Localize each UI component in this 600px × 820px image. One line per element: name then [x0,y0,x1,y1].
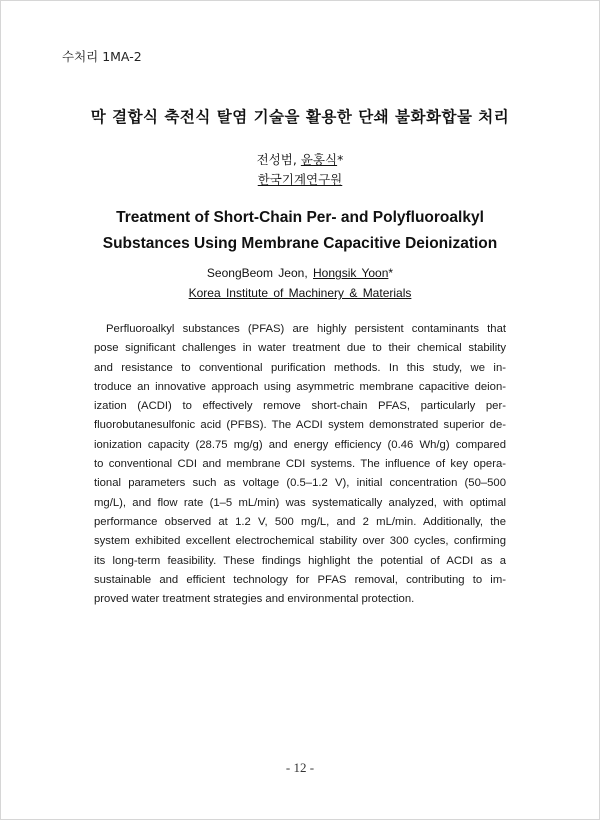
korean-affiliation [0,170,600,188]
english-author-2: Hongsik Yoon [313,266,389,280]
abstract-line: to conventional CDI and membrane CDI systems. The influence of key opera- [94,458,506,471]
english-affiliation [0,286,600,300]
abstract-line: troduce an innovative approach using asymmetric membrane capacitive deion- [94,380,506,393]
english-title-line-2: Substances Using Membrane Capacitive Deionization [102,235,498,252]
english-authors [0,266,600,280]
korean-author-1: 전성범, [256,152,301,167]
english-title-line-1: Treatment of Short-Chain Per- and Polyfluoroalkyl [116,209,484,226]
abstract-line: and resistance to conventional purification methods. In this study, we in- [94,361,506,374]
korean-title: 막 결합식 축전식 탈염 기술을 활용한 단쇄 불화화합물 처리 [90,108,510,126]
abstract-line: ization (ACDI) to effectively remove short-chain PFAS, particularly per- [94,400,506,413]
abstract-line: pose significant challenges in water treatment due to their chemical stability [94,342,506,355]
english-affiliation-text: Korea Institute of Machinery & Materials [188,286,412,300]
abstract-line: performance observed at 1.2 V, 500 mg/L, and 2 mL/min. Additionally, the [94,515,506,528]
abstract-line: ionization capacity (28.75 mg/g) and energy efficiency (0.46 Wh/g) compared [94,438,506,451]
abstract-line: its long-term feasibility. These findings highlight the potential of ACDI as a [94,554,506,567]
korean-author-2: 윤홍식 [300,152,338,167]
korean-affiliation-text: 한국기계연구원 [257,172,343,187]
abstract-line: fluorobutanesulfonic acid (PFBS). The ACDI system demonstrated superior de- [94,419,506,432]
english-title [0,205,600,257]
english-author-1: SeongBeom Jeon, [206,266,313,280]
session-code: 수처리 1MA-2 [62,49,142,64]
abstract-line: sustainable and efficient technology for PFAS removal, contributing to im- [94,573,506,586]
abstract-line: proved water treatment strategies and environmental protection. [94,593,415,606]
abstract-line: system exhibited excellent electrochemical stability over 300 cycles, confirming [94,535,506,548]
korean-corresponding-mark: * [337,152,344,167]
abstract-line: Perfluoroalkyl substances (PFAS) are highly persistent contaminants that [106,323,506,335]
page-number: - 12 - [285,760,315,775]
korean-authors [0,150,600,168]
abstract-line: mg/L), and flow rate (1–5 mL/min) was systematically analyzed, with optimal [94,496,506,509]
english-corresponding-mark: * [388,266,394,280]
abstract [94,320,506,609]
abstract-line: tional parameters such as voltage (0.5–1.2 V), initial concentration (50–500 [94,477,506,490]
